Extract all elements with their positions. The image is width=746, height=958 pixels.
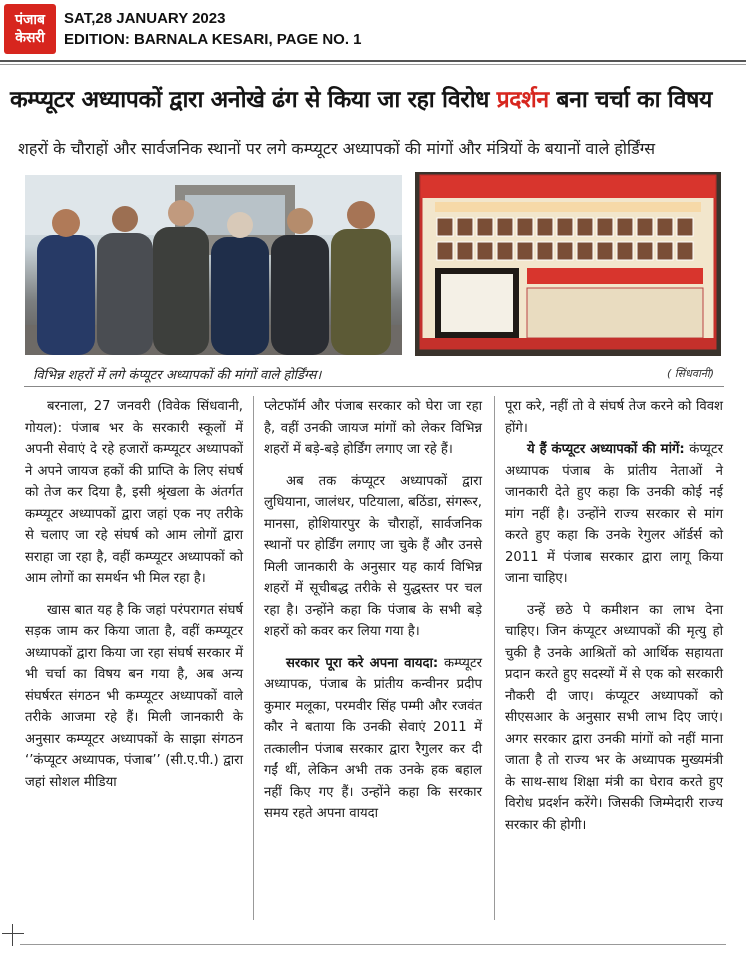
col2-paragraph-2: अब तक कंप्यूटर अध्यापकों द्वारा लुधियाना, जालंधर, पटियाला, बठिंडा, संगरूर, मानसा, होशियारपुर के चौराहों, सार्वजनिक स्थानों पर होर्डिंग लगाए जा चुके हैं और उनसे मिली जानकारी के अनुसार यह कार्य विभिन्न शहरों में सूचीबद्ध तरीके से युद्धस्तर पर चल रहा है। उन्होंने कहा कि पंजाब के सभी बड़े शहरों को कवर कर लिया गया है। <box>264 473 482 639</box>
article-column-3 <box>505 396 723 836</box>
article-column-1 <box>25 396 243 793</box>
col2-paragraph-1: प्लेटफॉर्म और पंजाब सरकार को घेरा जा रहा है, वहीं उनकी जायज मांगों को लेकर विभिन्न शहरों में बड़े-बड़े होर्डिंग लगाए जा रहे हैं। <box>264 399 482 457</box>
group-photo-illustration <box>25 175 402 355</box>
col3-paragraph-2-text: कंप्यूटर अध्यापक पंजाब के प्रांतीय नेताओं ने जानकारी देते हुए कहा कि उनकी कोई नई मांग नहीं है। उन्होंने राज्य सरकार से मांग करते हुए कहा कि उनके रेगुलर ऑर्डर्स को 2011 में पंजाब सरकार द्वारा लागू किया जाना चाहिए। <box>505 442 723 586</box>
col3-paragraph-1: पूरा करे, नहीं तो वे संघर्ष तेज करने को विवश होंगे। <box>505 399 723 436</box>
bottom-divider <box>20 944 726 945</box>
col1-paragraph-1: बरनाला, 27 जनवरी (विवेक सिंधवानी, गोयल): पंजाब भर के सरकारी स्कूलों में अपनी सेवाएं दे रहे हजारों कम्प्यूटर अध्यापकों ने अपने जायज हकों की प्राप्ति के लिए संघर्ष को तेज कर दिया है, इसी श्रृंखला के अंतर्गत कम्प्यूटर अध्यापकों द्वारा जहां एक नए तरीके से चलाए जा रहे संघर्ष को आम लोगों द्वारा सराहा जा रहा है, वहीं कम्प्यूटर अध्यापकों को आम लोगों का समर्थन भी मिल रहा है। <box>25 399 243 586</box>
col2-paragraph-3-text: कम्प्यूटर अध्यापक, पंजाब के प्रांतीय कन्वीनर प्रदीप कुमार मलूका, परमवीर सिंह पम्मी और रजवंत कौर ने बताया कि उनकी सेवाएं 2011 में तत्कालीन पंजाब सरकार द्वारा रैगुलर कर दी गईं थीं, लेकिन अभी तक उनके हक बहाल नहीं किए गए हैं। उन्होंने कहा कि सरकार समय रहते अपना वायदा <box>264 655 483 821</box>
col2-paragraph-3 <box>264 653 482 825</box>
top-divider <box>0 60 746 62</box>
hoarding-illustration <box>415 172 721 356</box>
crop-mark-horizontal <box>2 933 24 934</box>
col3-paragraph-2 <box>505 439 723 590</box>
column-divider-1 <box>253 396 254 920</box>
headline-part-2: बना चर्चा का विषय <box>548 87 712 113</box>
headline-part-1: कम्प्यूटर अध्यापकों द्वारा अनोखे ढंग से किया जा रहा विरोध <box>10 87 497 113</box>
col3-paragraph-3: उन्हें छठे पे कमीशन का लाभ देना चाहिए। जिन कंप्यूटर अध्यापकों की मृत्यु हो चुकी है उनके आश्रितों को आर्थिक सहायता प्रदान करते हुए सदस्यों में से एक को सरकारी नौकरी दी जाए। कंप्यूटर अध्यापकों को सीएसआर के अनुसार सभी लाभ दिए जाएं। अगर सरकार द्वारा उनकी मांगों को नहीं माना जाता है तो राज्य भर के अध्यापक मुख्यमंत्री के साथ-साथ शिक्षा मंत्री का घेराव करते हुए विरोध प्रदर्शन करेंगे। जिसकी जिम्मेदारी राज्य सरकार की होगी। <box>505 602 723 833</box>
group-photo <box>25 175 402 355</box>
newspaper-logo <box>4 4 56 54</box>
top-divider-thin <box>0 64 746 65</box>
column-divider-2 <box>494 396 495 920</box>
logo-line-2: केसरी <box>15 30 45 46</box>
crop-mark-vertical <box>12 924 13 946</box>
photo-credit: ( सिंधवानी) <box>667 367 715 380</box>
edition-info: EDITION: BARNALA KESARI, PAGE NO. 1 <box>64 31 362 48</box>
photo-caption: विभिन्न शहरों में लगे कंप्यूटर अध्यापकों की मांगों वाले होर्डिंग्स। <box>33 368 322 383</box>
col2-subheading: सरकार पूरा करे अपना वायदा: <box>286 655 439 671</box>
article-column-2 <box>264 396 482 825</box>
col1-paragraph-2: खास बात यह है कि जहां परंपरागत संघर्ष सड़क जाम कर किया जाता है, वहीं कम्प्यूटर अध्यापकों द्वारा किया जा रहा संघर्ष सरकार में भी चर्चा का विषय बन गया है, अब अन्य संघर्षरत संगठन भी कम्प्यूटर अध्यापकों वाले तरीके आजमा रहे हैं। मिली जानकारी के अनुसार कम्प्यूटर अध्यापकों के साझा संगठन ‘’कंप्यूटर अध्यापक, पंजाब’’ (सी.ए.पी.) द्वारा जहां सोशल मीडिया <box>25 602 243 790</box>
col3-subheading: ये हैं कंप्यूटर अध्यापकों की मांगें: <box>527 442 685 457</box>
headline <box>10 84 740 116</box>
headline-highlight: प्रदर्शन <box>496 87 549 113</box>
subheadline: शहरों के चौराहों और सार्वजनिक स्थानों पर लगे कम्प्यूटर अध्यापकों की मांगों और मंत्रियों के बयानों वाले होर्डिंग्स <box>18 139 656 158</box>
hoarding-photo <box>415 172 721 356</box>
issue-date: SAT,28 JANUARY 2023 <box>64 10 226 27</box>
edition-meta <box>64 8 362 50</box>
logo-line-1: पंजाब <box>15 12 45 28</box>
caption-divider <box>24 386 724 387</box>
